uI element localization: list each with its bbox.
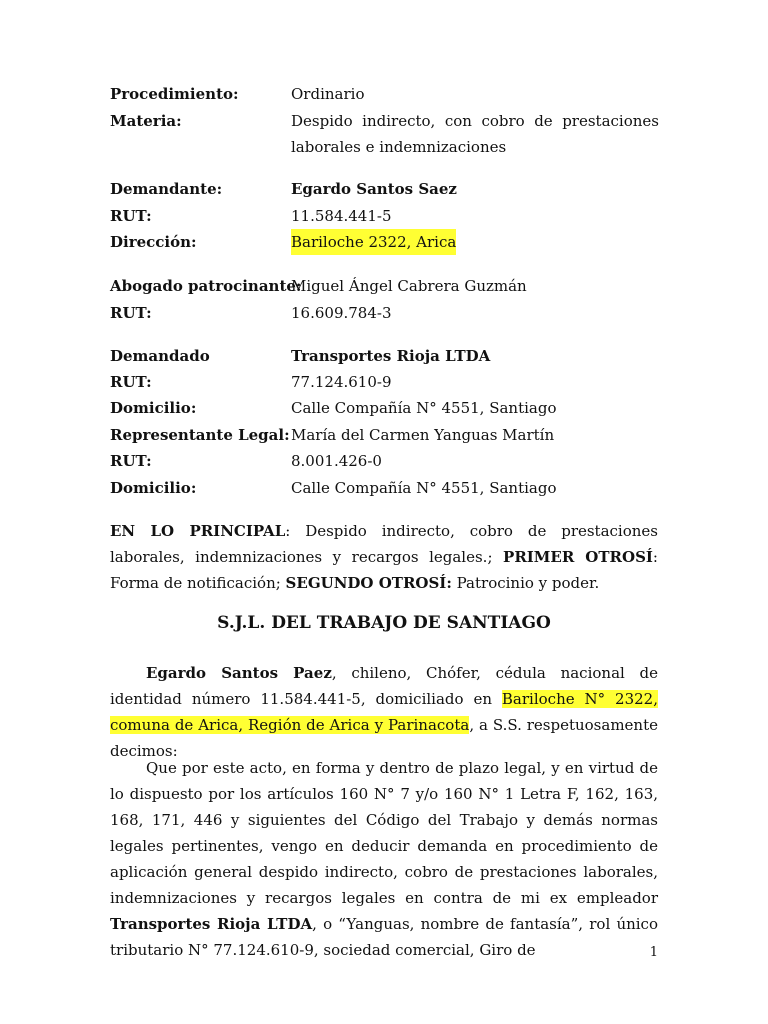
- demandado-value: Transportes Rioja LTDA: [291, 347, 491, 365]
- intro-text: , chileno, Chófer, cédula nacional de identidad número 11.584.441-5, domiciliado en: [110, 664, 658, 708]
- primer-otrosi-label: PRIMER OTROSÍ: [503, 548, 653, 566]
- rut-value: 16.609.784-3: [291, 304, 392, 322]
- demandado-label: Demandado: [110, 347, 210, 365]
- rut-label: RUT:: [110, 304, 152, 322]
- rut-value: 77.124.610-9: [291, 373, 392, 391]
- direccion-label: Dirección:: [110, 233, 197, 251]
- defendant-company: Transportes Rioja LTDA: [110, 915, 313, 933]
- rut-label: RUT:: [110, 207, 152, 225]
- direccion-value: Bariloche 2322, Arica: [291, 229, 456, 255]
- claim-paragraph: [110, 755, 658, 963]
- primer-otrosi-text: : Forma de notificación;: [110, 548, 658, 592]
- claim-text-end: , o “Yanguas, nombre de fantasía”, rol único tributario N° 77.124.610-9, sociedad comercial, Giro de: [110, 915, 658, 959]
- rut-label: RUT:: [110, 373, 152, 391]
- rut-label: RUT:: [110, 452, 152, 470]
- principal-text: : Despido indirecto, cobro de prestaciones laborales, indemnizaciones y recargos legales.;: [110, 522, 658, 566]
- page-number: 1: [649, 945, 658, 960]
- domicilio-label: Domicilio:: [110, 399, 197, 417]
- intro-paragraph: [110, 660, 658, 764]
- plaintiff-name: Egardo Santos Paez: [146, 664, 332, 682]
- rut-value: 8.001.426-0: [291, 452, 382, 470]
- domicilio-value: Calle Compañía N° 4551, Santiago: [291, 399, 557, 417]
- abogado-value: Miguel Ángel Cabrera Guzmán: [291, 277, 527, 295]
- plaintiff-address: Bariloche N° 2322, comuna de Arica, Región de Arica y Parinacota: [110, 690, 658, 734]
- rut-value: 11.584.441-5: [291, 207, 392, 225]
- segundo-otrosi-label: SEGUNDO OTROSÍ:: [285, 574, 452, 592]
- procedimiento-label: Procedimiento:: [110, 85, 239, 103]
- summary-paragraph: [110, 518, 658, 596]
- demandante-label: Demandante:: [110, 180, 223, 198]
- materia-value: Despido indirecto, con cobro de prestaciones laborales e indemnizaciones: [291, 112, 659, 156]
- court-title: S.J.L. DEL TRABAJO DE SANTIAGO: [217, 613, 551, 633]
- abogado-label: Abogado patrocinante:: [110, 277, 302, 295]
- intro-text-end: , a S.S. respetuosamente decimos:: [110, 716, 658, 760]
- demandante-value: Egardo Santos Saez: [291, 180, 457, 198]
- procedimiento-value: Ordinario: [291, 85, 365, 103]
- representante-value: María del Carmen Yanguas Martín: [291, 426, 555, 444]
- domicilio-value: Calle Compañía N° 4551, Santiago: [291, 479, 557, 497]
- domicilio-label: Domicilio:: [110, 479, 197, 497]
- representante-label: Representante Legal:: [110, 426, 290, 444]
- principal-label: EN LO PRINCIPAL: [110, 522, 286, 540]
- segundo-otrosi-text: Patrocinio y poder.: [451, 574, 600, 592]
- materia-label: Materia:: [110, 112, 182, 130]
- claim-text: Que por este acto, en forma y dentro de plazo legal, y en virtud de lo dispuesto por los artículos 160 N° 7 y/o 160 N° 1 Letra F, 162, 163, 168, 171, 446 y siguientes del Código del Trabajo y demás normas legales pertinentes, vengo en deducir demanda en procedimiento de aplicación general despido indirecto, cobro de prestaciones laborales, indemnizaciones y recargos legales en contra de mi ex empleador: [110, 759, 658, 907]
